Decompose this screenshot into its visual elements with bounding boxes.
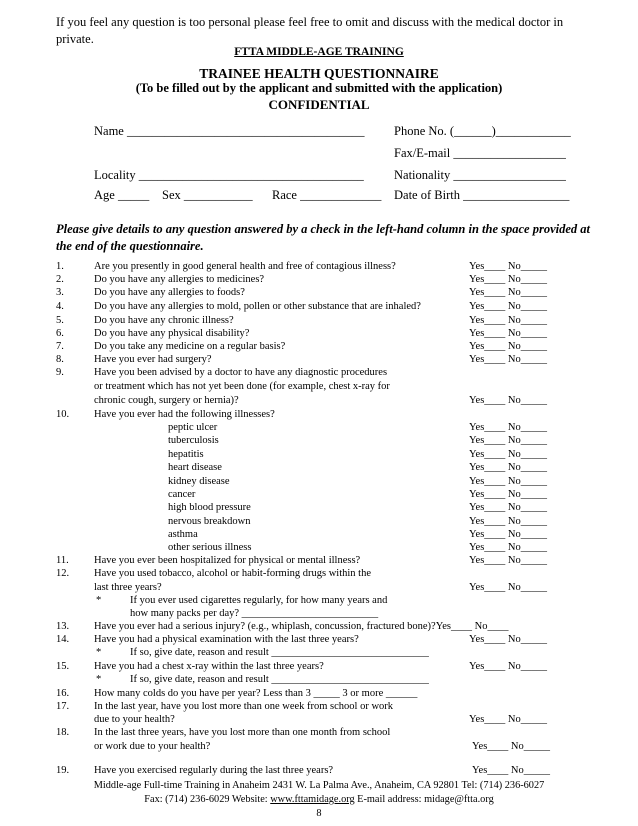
question-number: 8. bbox=[56, 354, 64, 365]
yes-no-answer[interactable]: Yes____ No_____ bbox=[469, 435, 547, 446]
question-number: 5. bbox=[56, 315, 64, 326]
yes-no-answer[interactable]: Yes____ No_____ bbox=[469, 422, 547, 433]
illness-item: heart disease bbox=[168, 462, 222, 473]
question-text: or treatment which has not yet been done (for example, chest x-ray for bbox=[94, 381, 390, 392]
instructions: Please give details to any question answered by a check in the left-hand column in the space provided at the end of the questionnaire. bbox=[56, 222, 590, 253]
age-field[interactable]: Age _____ bbox=[94, 188, 150, 202]
question-text: Do you have any allergies to medicines? bbox=[94, 274, 265, 285]
yes-no-answer[interactable]: Yes____ No_____ bbox=[469, 261, 547, 272]
illness-item: peptic ulcer bbox=[168, 422, 218, 433]
yes-no-answer[interactable]: Yes____ No_____ bbox=[469, 516, 547, 527]
question-number: 16. bbox=[56, 688, 70, 699]
question-text[interactable]: How many colds do you have per year? Less than 3 _____ 3 or more ______ bbox=[94, 688, 418, 699]
sex-field[interactable]: Sex ___________ bbox=[162, 188, 253, 202]
question-number: 12. bbox=[56, 568, 70, 579]
page-number: 8 bbox=[316, 808, 322, 819]
sub-question-text: If you ever used cigarettes regularly, for how many years and bbox=[130, 595, 388, 606]
question-text: Do you have any chronic illness? bbox=[94, 315, 234, 326]
question-text[interactable]: Have you ever had a serious injury? (e.g., whiplash, concussion, fractured bone)?Yes____ No____ bbox=[94, 621, 509, 632]
yes-no-answer[interactable]: Yes____ No_____ bbox=[469, 502, 547, 513]
question-number: 9. bbox=[56, 367, 64, 378]
question-number: 18. bbox=[56, 727, 70, 738]
question-text: Do you have any physical disability? bbox=[94, 328, 250, 339]
yes-no-answer[interactable]: Yes____ No_____ bbox=[469, 555, 547, 566]
yes-no-answer[interactable]: Yes____ No_____ bbox=[469, 341, 547, 352]
question-number: 3. bbox=[56, 287, 64, 298]
question-text: Have you been advised by a doctor to have any diagnostic procedures bbox=[94, 367, 388, 378]
yes-no-answer[interactable]: Yes____ No_____ bbox=[469, 328, 547, 339]
yes-no-answer[interactable]: Yes____ No_____ bbox=[469, 315, 547, 326]
footer-address: Middle-age Full-time Training in Anaheim 2431 W. La Palma Ave., Anaheim, CA 92801 Tel: (714) 236-6027 bbox=[93, 780, 545, 791]
question-text: In the last three years, have you lost more than one month from school bbox=[94, 727, 391, 738]
illness-item: hepatitis bbox=[168, 449, 204, 460]
dob-field[interactable]: Date of Birth _________________ bbox=[394, 188, 570, 202]
yes-no-answer[interactable]: Yes____ No_____ bbox=[469, 542, 547, 553]
question-text: Have you ever had surgery? bbox=[94, 354, 212, 365]
illness-item: tuberculosis bbox=[168, 435, 219, 446]
question-number: 10. bbox=[56, 409, 70, 420]
yes-no-answer[interactable]: Yes____ No_____ bbox=[469, 449, 547, 460]
question-number: 17. bbox=[56, 701, 70, 712]
question-text: Do you have any allergies to foods? bbox=[94, 287, 245, 298]
question-number: 1. bbox=[56, 261, 64, 272]
question-text: chronic cough, surgery or hernia)? bbox=[94, 395, 239, 406]
question-text: Have you used tobacco, alcohol or habit-forming drugs within the bbox=[94, 568, 372, 579]
sub-question-field[interactable]: how many packs per day? __________________________ bbox=[130, 608, 379, 619]
yes-no-answer[interactable]: Yes____ No_____ bbox=[469, 582, 547, 593]
phone-field[interactable]: Phone No. (______)____________ bbox=[394, 124, 571, 138]
question-number: 14. bbox=[56, 634, 70, 645]
question-text: last three years? bbox=[94, 582, 162, 593]
question-text: Do you have any allergies to mold, pollen or other substance that are inhaled? bbox=[94, 301, 421, 312]
question-text: In the last year, have you lost more than one week from school or work bbox=[94, 701, 394, 712]
illness-item: kidney disease bbox=[168, 476, 230, 487]
yes-no-answer[interactable]: Yes____ No_____ bbox=[469, 287, 547, 298]
asterisk-marker: * bbox=[96, 674, 102, 685]
footer-contact bbox=[0, 794, 638, 805]
yes-no-answer[interactable]: Yes____ No_____ bbox=[469, 395, 547, 406]
name-field[interactable]: Name ______________________________________ bbox=[94, 124, 365, 138]
illness-item: cancer bbox=[168, 489, 196, 500]
sub-question-field[interactable]: If so, give date, reason and result ______________________________ bbox=[130, 674, 429, 685]
question-number: 11. bbox=[56, 555, 69, 566]
yes-no-answer[interactable]: Yes____ No_____ bbox=[469, 529, 547, 540]
page-title: TRAINEE HEALTH QUESTIONNAIRE bbox=[199, 66, 439, 81]
yes-no-answer[interactable]: Yes____ No_____ bbox=[469, 634, 547, 645]
footer-email: E-mail address: midage@ftta.org bbox=[354, 794, 494, 805]
asterisk-marker: * bbox=[96, 595, 102, 606]
yes-no-answer[interactable]: Yes____ No_____ bbox=[472, 765, 550, 776]
yes-no-answer[interactable]: Yes____ No_____ bbox=[469, 274, 547, 285]
question-text: Do you take any medicine on a regular basis? bbox=[94, 341, 286, 352]
subtitle: (To be filled out by the applicant and submitted with the application) bbox=[135, 81, 503, 95]
question-text: Have you exercised regularly during the last three years? bbox=[94, 765, 334, 776]
illness-item: asthma bbox=[168, 529, 198, 540]
sub-question-field[interactable]: If so, give date, reason and result ______________________________ bbox=[130, 647, 429, 658]
confidential-label: CONFIDENTIAL bbox=[268, 97, 370, 112]
question-number: 15. bbox=[56, 661, 70, 672]
footer-fax: Fax: (714) 236-6029 Website: bbox=[144, 794, 271, 805]
yes-no-answer[interactable]: Yes____ No_____ bbox=[469, 462, 547, 473]
yes-no-answer[interactable]: Yes____ No_____ bbox=[469, 489, 547, 500]
yes-no-answer[interactable]: Yes____ No_____ bbox=[472, 741, 550, 752]
asterisk-marker: * bbox=[96, 647, 102, 658]
race-field[interactable]: Race _____________ bbox=[272, 188, 382, 202]
question-text: Have you had a chest x-ray within the last three years? bbox=[94, 661, 324, 672]
yes-no-answer[interactable]: Yes____ No_____ bbox=[469, 354, 547, 365]
question-text: Have you ever had the following illnesses? bbox=[94, 409, 275, 420]
website-link[interactable]: www.fttamidage.org bbox=[270, 794, 355, 805]
yes-no-answer[interactable]: Yes____ No_____ bbox=[469, 714, 547, 725]
org-heading: FTTA MIDDLE-AGE TRAINING bbox=[234, 46, 404, 58]
question-number: 6. bbox=[56, 328, 64, 339]
locality-field[interactable]: Locality ____________________________________ bbox=[94, 168, 364, 182]
question-text: Are you presently in good general health and free of contagious illness? bbox=[94, 261, 396, 272]
question-text: Have you had a physical examination with the last three years? bbox=[94, 634, 359, 645]
yes-no-answer[interactable]: Yes____ No_____ bbox=[469, 301, 547, 312]
question-text: or work due to your health? bbox=[94, 741, 211, 752]
question-number: 13. bbox=[56, 621, 70, 632]
question-number: 19. bbox=[56, 765, 70, 776]
illness-item: high blood pressure bbox=[168, 502, 251, 513]
yes-no-answer[interactable]: Yes____ No_____ bbox=[469, 476, 547, 487]
nationality-field[interactable]: Nationality __________________ bbox=[394, 168, 566, 182]
question-number: 2. bbox=[56, 274, 64, 285]
illness-item: other serious illness bbox=[168, 542, 252, 553]
question-text: due to your health? bbox=[94, 714, 175, 725]
question-number: 4. bbox=[56, 301, 64, 312]
yes-no-answer[interactable]: Yes____ No_____ bbox=[469, 661, 547, 672]
intro-note: If you feel any question is too personal please feel free to omit and discuss with the medical doctor in private. bbox=[56, 15, 564, 46]
question-text: Have you ever been hospitalized for physical or mental illness? bbox=[94, 555, 361, 566]
illness-item: nervous breakdown bbox=[168, 516, 251, 527]
fax-email-field[interactable]: Fax/E-mail __________________ bbox=[394, 146, 566, 160]
question-number: 7. bbox=[56, 341, 64, 352]
